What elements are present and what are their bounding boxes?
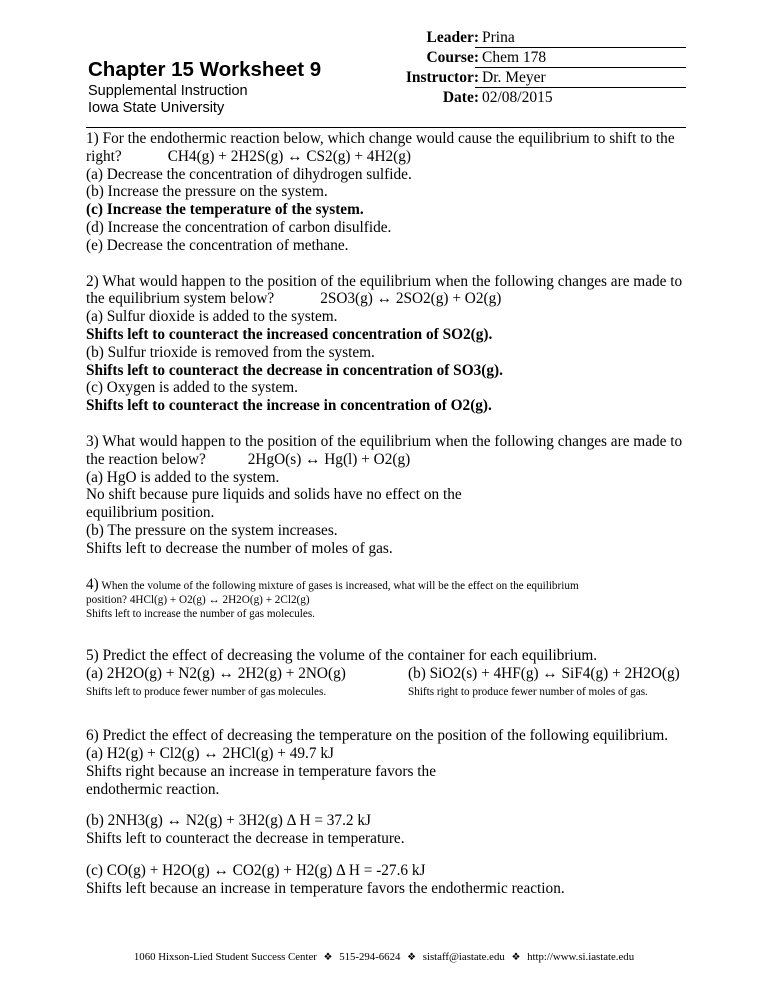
q3-answer-b: Shifts left to decrease the number of moles of gas.: [86, 539, 393, 557]
footer-location: 1060 Hixson-Lied Student Success Center: [133, 951, 317, 963]
q2-equation: 2SO3(g) ↔ 2SO2(g) + O2(g): [320, 290, 502, 308]
q1-prompt-text: right?: [86, 147, 122, 165]
q2-answer-b: Shifts left to counteract the decrease in concentration of SO3(g).: [86, 361, 503, 379]
q6-part-b: (b) 2NH3(g) ↔ N2(g) + 3H2(g) Δ H = 37.2 kJ: [86, 812, 371, 830]
footer-separator-icon: ❖: [407, 952, 417, 963]
q2-part-a: (a) Sulfur dioxide is added to the system.: [86, 308, 338, 326]
course-row: [344, 49, 686, 68]
footer-separator-icon: ❖: [511, 952, 521, 963]
q5-answers-row: [86, 685, 692, 701]
q4-prompt-line2: position? 4HCl(g) + O2(g) ↔ 2H2O(g) + 2Cl2(g): [86, 594, 310, 607]
footer-email-link[interactable]: sistaff@iastate.edu: [422, 951, 505, 963]
q1-prompt-line2: [86, 148, 692, 166]
q5-equations-row: [86, 665, 692, 683]
q2-prompt-line2: [86, 290, 692, 308]
footer-website-link[interactable]: http://www.si.iastate.edu: [527, 951, 635, 963]
course-underline: [475, 67, 686, 68]
q1-equation: CH4(g) + 2H2S(g) ↔ CS2(g) + 4H2(g): [167, 147, 411, 165]
q6-answer-a-line2: endothermic reaction.: [86, 780, 220, 798]
worksheet-body: [86, 130, 692, 898]
q2-answer-a: Shifts left to counteract the increased concentration of SO2(g).: [86, 325, 493, 343]
program-name: Supplemental Instruction: [88, 83, 248, 99]
page-footer: [0, 951, 768, 963]
q3-prompt-line1: 3) What would happen to the position of the equilibrium when the following changes are made to: [86, 432, 683, 450]
q1-option-d: (d) Increase the concentration of carbon disulfide.: [86, 218, 392, 236]
q3-answer-a-line1: No shift because pure liquids and solids have no effect on the: [86, 486, 462, 504]
q6-answer-b: Shifts left to counteract the decrease in temperature.: [86, 830, 405, 848]
q4-prompt-text: When the volume of the following mixture of gases is increased, what will be the effect on the equilibrium: [98, 579, 579, 592]
instructor-row: [344, 69, 686, 88]
date-label: Date:: [442, 89, 479, 106]
q4-prompt-line1: [86, 576, 692, 594]
leader-underline: [475, 47, 686, 48]
instructor-underline: [475, 87, 686, 88]
q1-option-b: (b) Increase the pressure on the system.: [86, 183, 328, 201]
instructor-label: Instructor:: [405, 69, 479, 86]
course-label: Course:: [426, 49, 479, 66]
leader-row: [344, 29, 686, 48]
university-name: Iowa State University: [88, 100, 225, 116]
footer-phone: 515-294-6624: [339, 951, 401, 963]
instructor-value: Dr. Meyer: [482, 69, 546, 86]
q2-prompt-text: the equilibrium system below?: [86, 290, 275, 308]
q3-prompt-text: the reaction below?: [86, 450, 206, 468]
q5-prompt: 5) Predict the effect of decreasing the volume of the container for each equilibrium.: [86, 647, 598, 665]
question-3: [86, 433, 692, 558]
q2-answer-c: Shifts left to counteract the increase in concentration of O2(g).: [86, 397, 492, 415]
q3-part-a: (a) HgO is added to the system.: [86, 468, 280, 486]
q5-equation-b: (b) SiO2(s) + 4HF(g) ↔ SiF4(g) + 2H2O(g): [408, 665, 680, 683]
question-4: [86, 576, 692, 622]
header-divider: [86, 127, 686, 128]
q4-number: 4): [86, 575, 99, 593]
question-1: [86, 130, 692, 255]
leader-label: Leader:: [426, 29, 479, 46]
q6-answer-a-line1: Shifts right because an increase in temperature favors the: [86, 762, 436, 780]
q6-part-c: (c) CO(g) + H2O(g) ↔ CO2(g) + H2(g) Δ H = -27.6 kJ: [86, 861, 426, 879]
date-row: [344, 89, 686, 108]
question-5: [86, 647, 692, 701]
q1-option-a: (a) Decrease the concentration of dihydrogen sulfide.: [86, 165, 412, 183]
q1-prompt-line1: 1) For the endothermic reaction below, which change would cause the equilibrium to shift to the: [86, 130, 675, 147]
q3-equation: 2HgO(s) ↔ Hg(l) + O2(g): [247, 450, 411, 468]
q6-part-a: (a) H2(g) + Cl2(g) ↔ 2HCl(g) + 49.7 kJ: [86, 744, 334, 762]
q3-part-b: (b) The pressure on the system increases.: [86, 521, 338, 539]
q1-option-c-answer: (c) Increase the temperature of the system.: [86, 201, 364, 219]
leader-value: Prina: [482, 29, 515, 46]
q3-answer-a-line2: equilibrium position.: [86, 504, 215, 522]
q2-part-b: (b) Sulfur trioxide is removed from the system.: [86, 343, 375, 361]
course-value: Chem 178: [482, 49, 547, 66]
worksheet-header: [86, 0, 686, 128]
q6-prompt: 6) Predict the effect of decreasing the temperature on the position of the following equilibrium.: [86, 727, 669, 745]
q5-answer-b: Shifts right to produce fewer number of moles of gas.: [408, 686, 648, 699]
q6-answer-c: Shifts left because an increase in temperature favors the endothermic reaction.: [86, 879, 565, 897]
question-2: [86, 273, 692, 415]
q2-part-c: (c) Oxygen is added to the system.: [86, 379, 298, 397]
worksheet-title: Chapter 15 Worksheet 9: [88, 58, 322, 81]
q5-equation-a: (a) 2H2O(g) + N2(g) ↔ 2H2(g) + 2NO(g): [86, 665, 346, 683]
q4-answer: Shifts left to increase the number of gas molecules.: [86, 608, 315, 621]
q5-answer-a: Shifts left to produce fewer number of gas molecules.: [86, 686, 327, 699]
date-value: 02/08/2015: [482, 89, 553, 106]
footer-separator-icon: ❖: [323, 952, 333, 963]
q1-option-e: (e) Decrease the concentration of methane.: [86, 236, 349, 254]
q2-prompt-line1: 2) What would happen to the position of the equilibrium when the following changes are made to: [86, 272, 683, 290]
q3-prompt-line2: [86, 451, 692, 469]
question-6: [86, 727, 692, 897]
